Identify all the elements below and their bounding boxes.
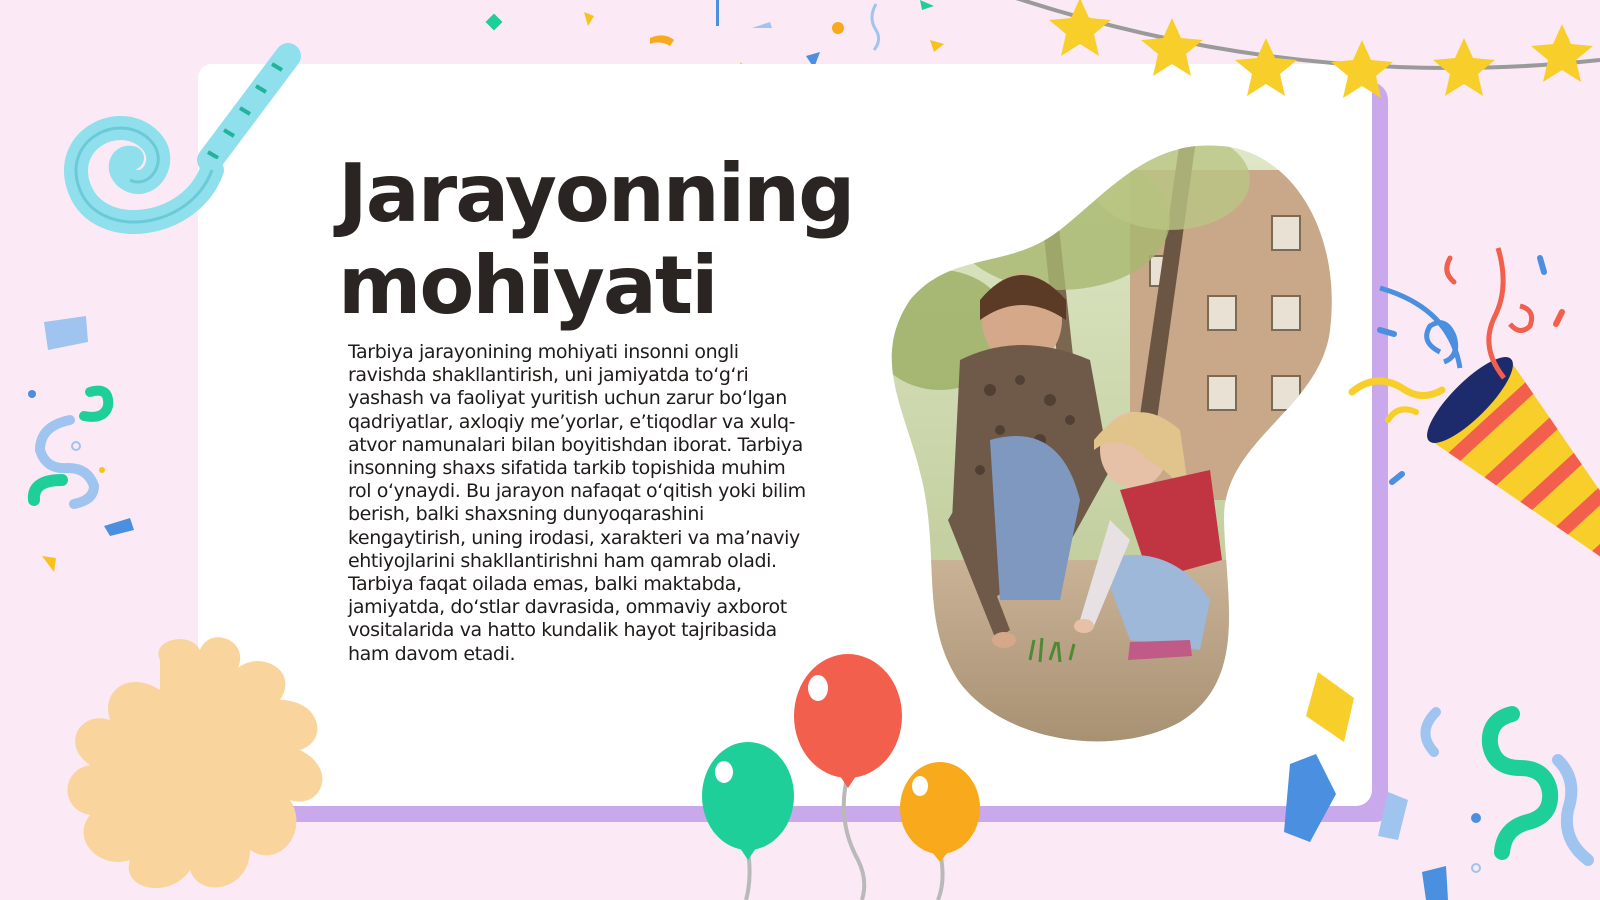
- title-line-2: mohiyati: [338, 239, 717, 332]
- slide-title: [338, 148, 853, 332]
- body-paragraph: Tarbiya jarayonining mohiyati insonni ongli ravishda shakllantirish, uni jamiyatda to‘g‘ri yashash va faoliyat yuritish uchun zarur bo‘lgan qadriyatlar, axloqiy me’yorlar, e’tiqodlar va xulq-atvor namunalari bilan boyitishdan iborat. Tarbiya insonning shaxs sifatida tarkib topishida muhim rol o‘ynaydi. Bu jarayon nafaqat o‘qitish yoki bilim berish, balki shaxsning dunyoqarashini kengaytirish, uning irodasi, xarakteri va ma’naviy ehtiyojlarini shakllantirishni ham qamrab oladi. Tarbiya faqat oilada emas, balki maktabda, jamiyatda, do‘stlar davrasida, ommaviy axborot vositalarida va hatto kundalik hayot tajribasida ham davom etadi.: [348, 341, 806, 665]
- title-line-1: Jarayonning: [338, 147, 854, 240]
